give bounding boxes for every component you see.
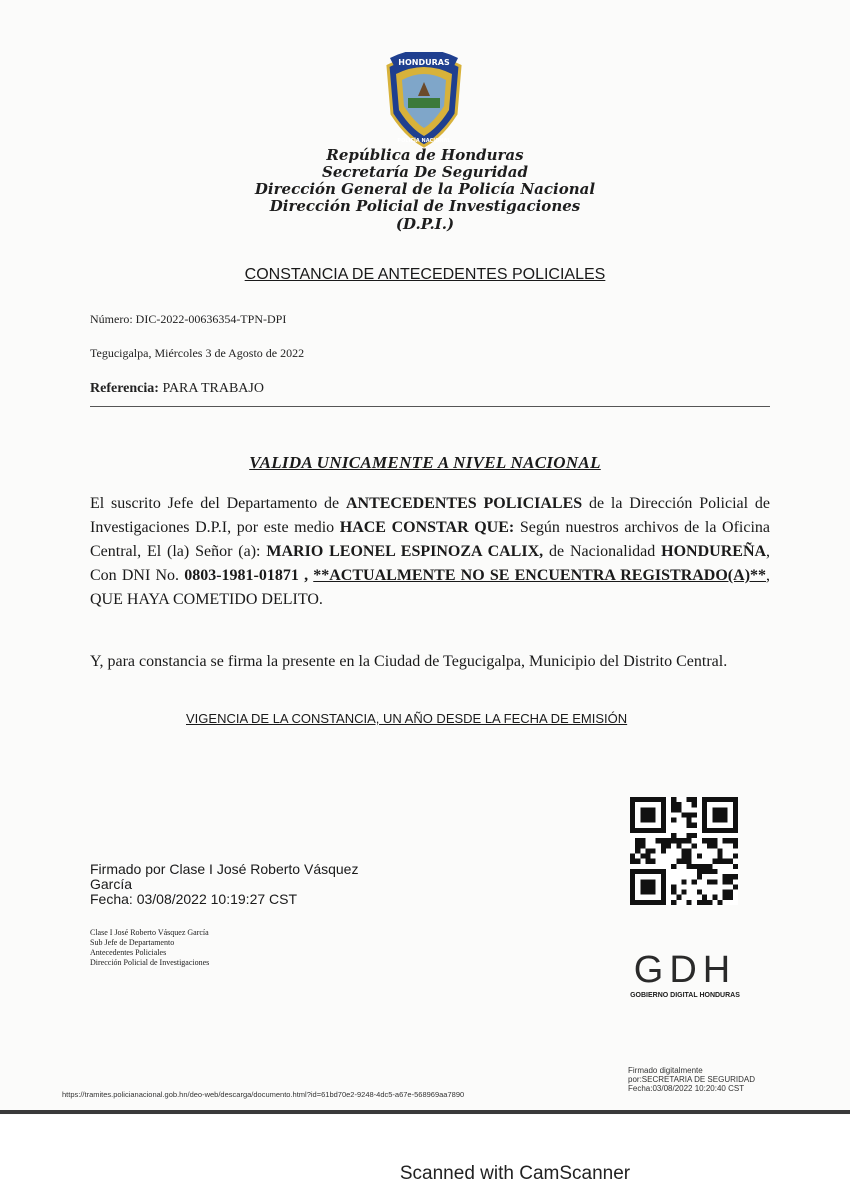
p1-status: **ACTUALMENTE NO SE ENCUENTRA REGISTRADO(A)** bbox=[313, 567, 767, 584]
signed-by-line-2: García bbox=[90, 876, 133, 892]
camscanner-watermark bbox=[0, 1163, 850, 1185]
gdh-logo-text: GDH bbox=[633, 949, 737, 991]
p1-text-f: , bbox=[304, 567, 309, 584]
gdh-subtitle: GOBIERNO DIGITAL HONDURAS bbox=[630, 992, 740, 999]
numero-label: Número: bbox=[90, 312, 133, 326]
p1-hace-constar: HACE CONSTAR QUE: bbox=[339, 519, 515, 536]
digital-signature-by: por:SECRETARIA DE SEGURIDAD bbox=[628, 1075, 755, 1084]
digital-signature bbox=[628, 1066, 755, 1093]
p1-text-b: de la Dirección Policial de Investigaciones D.P.I, por este medio bbox=[90, 495, 770, 536]
p1-text-e: , Con DNI No. bbox=[90, 543, 771, 584]
divider bbox=[90, 406, 770, 407]
referencia-value: PARA TRABAJO bbox=[162, 381, 264, 396]
signatory-details bbox=[90, 928, 209, 968]
qr-code bbox=[630, 797, 738, 905]
gdh-logo bbox=[620, 950, 750, 999]
svg-text:HONDURAS: HONDURAS bbox=[398, 58, 450, 67]
numero-value: DIC-2022-00636354-TPN-DPI bbox=[135, 312, 287, 326]
signed-date: Fecha: 03/08/2022 10:19:27 CST bbox=[90, 891, 298, 907]
p1-nationality: HONDUREÑA bbox=[661, 543, 767, 560]
valida-notice: VALIDA UNICAMENTE A NIVEL NACIONAL bbox=[249, 453, 601, 472]
signatory-name: Clase I José Roberto Vásquez García bbox=[90, 928, 209, 937]
p1-person-name: MARIO LEONEL ESPINOZA CALIX, bbox=[266, 543, 544, 560]
referencia-label: Referencia: bbox=[90, 381, 159, 396]
heading-republica: República de Honduras bbox=[326, 146, 524, 164]
body-paragraph-2: Y, para constancia se firma la presente en la Ciudad de Tegucigalpa, Municipio del Distrito Central. bbox=[90, 653, 728, 670]
signed-by-line: Firmado por Clase I José Roberto Vásquez bbox=[90, 861, 359, 877]
p1-dni: 0803-1981-01871 bbox=[184, 567, 299, 584]
lugar-fecha: Tegucigalpa, Miércoles 3 de Agosto de 2022 bbox=[90, 346, 305, 360]
page-bottom-edge bbox=[0, 1110, 850, 1114]
p1-text-g: , QUE HAYA COMETIDO DELITO. bbox=[90, 567, 771, 608]
body-paragraph-1 bbox=[90, 492, 770, 612]
heading-direccion-policial: Dirección Policial de Investigaciones bbox=[269, 197, 581, 215]
vigencia-notice: VIGENCIA DE LA CONSTANCIA, UN AÑO DESDE LA FECHA DE EMISIÓN bbox=[186, 711, 628, 726]
signatory-department: Antecedentes Policiales bbox=[90, 948, 167, 957]
heading-dpi: (D.P.I.) bbox=[395, 215, 455, 233]
p1-text-d: de Nacionalidad bbox=[549, 543, 656, 560]
verification-url[interactable]: https://tramites.policianacional.gob.hn/deo-web/descarga/documento.html?id=61bd70e2-9248-4dc5-a67e-568969aa7890 bbox=[62, 1090, 465, 1099]
police-emblem-icon bbox=[382, 52, 466, 148]
numero-line bbox=[90, 312, 286, 327]
svg-text:POLICÍA NACIONAL: POLICÍA NACIONAL bbox=[397, 138, 451, 144]
document-title: CONSTANCIA DE ANTECEDENTES POLICIALES bbox=[244, 266, 606, 283]
heading-secretaria: Secretaría De Seguridad bbox=[322, 163, 528, 181]
signatory-direction: Dirección Policial de Investigaciones bbox=[90, 958, 210, 967]
p1-text-a: El suscrito Jefe del Departamento de bbox=[90, 495, 340, 512]
digital-signature-label: Firmado digitalmente bbox=[628, 1066, 703, 1075]
heading-direccion-general: Dirección General de la Policía Nacional bbox=[254, 180, 596, 198]
referencia-line bbox=[90, 381, 264, 397]
camscanner-text: Scanned with CamScanner bbox=[399, 1163, 631, 1184]
signature-block bbox=[90, 862, 358, 907]
p1-department: ANTECEDENTES POLICIALES bbox=[345, 495, 583, 512]
digital-signature-date: Fecha:03/08/2022 10:20:40 CST bbox=[628, 1084, 745, 1093]
p1-text-c: Según nuestros archivos de la Oficina Central, El (la) Señor (a): bbox=[90, 519, 771, 560]
signatory-role: Sub Jefe de Departamento bbox=[90, 938, 175, 947]
